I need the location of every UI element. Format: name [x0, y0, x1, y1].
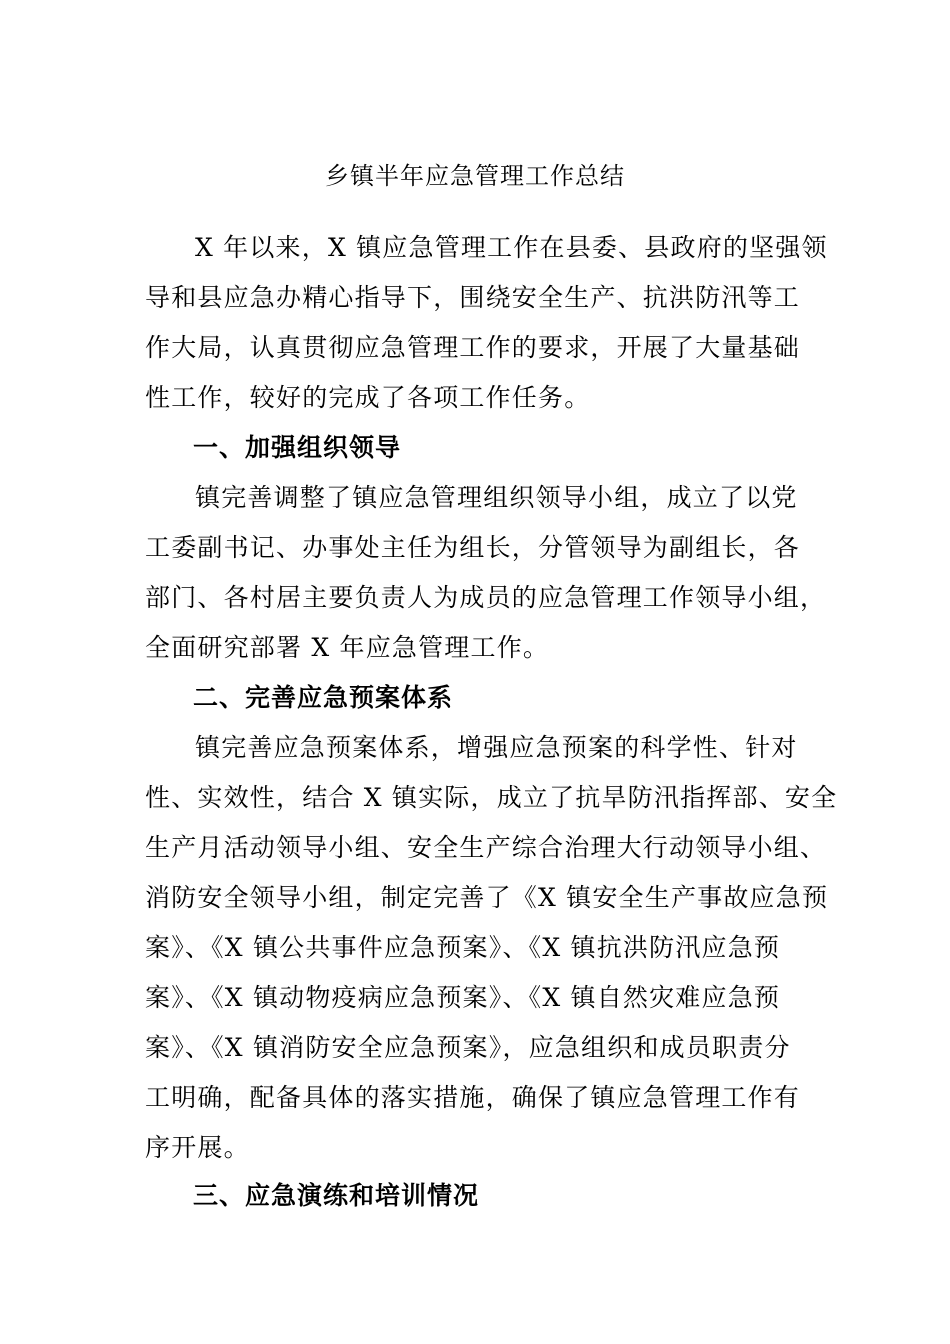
intro-paragraph — [145, 223, 828, 423]
section2-line-3: 生产月活动领导小组、安全生产综合治理大行动领导小组、 — [145, 833, 827, 862]
section3-heading: 三、应急演练和培训情况 — [193, 1181, 480, 1210]
intro-line-3: 作大局，认真贯彻应急管理工作的要求，开展了大量基础 — [145, 333, 801, 362]
document-title: 乡镇半年应急管理工作总结 — [325, 162, 625, 190]
intro-line-1: X 年以来，X 镇应急管理工作在县委、县政府的坚强领 — [195, 233, 828, 262]
section2-line-1: 镇完善应急预案体系，增强应急预案的科学性、针对 — [195, 733, 798, 762]
section2-line-7: 案》、《X 镇消防安全应急预案》，应急组织和成员职责分 — [145, 1033, 791, 1062]
section1-line-1: 镇完善调整了镇应急管理组织领导小组，成立了以党 — [195, 483, 798, 512]
section1-line-3: 部门、各村居主要负责人为成员的应急管理工作领导小组， — [145, 583, 827, 612]
section2-line-2: 性、实效性，结合 X 镇实际，成立了抗旱防汛指挥部、安全 — [145, 783, 838, 812]
section2-heading: 二、完善应急预案体系 — [193, 683, 454, 712]
section1-line-2: 工委副书记、办事处主任为组长，分管领导为副组长，各 — [145, 533, 801, 562]
section2-line-4: 消防安全领导小组，制定完善了《X 镇安全生产事故应急预 — [145, 883, 829, 912]
section2-line-9: 序开展。 — [145, 1133, 250, 1162]
section1-heading: 一、加强组织领导 — [193, 433, 402, 462]
section2-line-6: 案》、《X 镇动物疫病应急预案》、《X 镇自然灾难应急预 — [145, 983, 781, 1012]
intro-line-2: 导和县应急办精心指导下，围绕安全生产、抗洪防汛等工 — [145, 283, 801, 312]
intro-line-4: 性工作，较好的完成了各项工作任务。 — [145, 383, 591, 412]
section1-line-4: 全面研究部署 X 年应急管理工作。 — [145, 633, 550, 662]
section2-paragraph — [145, 723, 838, 1173]
section2-line-5: 案》、《X 镇公共事件应急预案》、《X 镇抗洪防汛应急预 — [145, 933, 781, 962]
section2-line-8: 工明确，配备具体的落实措施，确保了镇应急管理工作有 — [145, 1083, 801, 1112]
section1-paragraph — [145, 473, 827, 673]
